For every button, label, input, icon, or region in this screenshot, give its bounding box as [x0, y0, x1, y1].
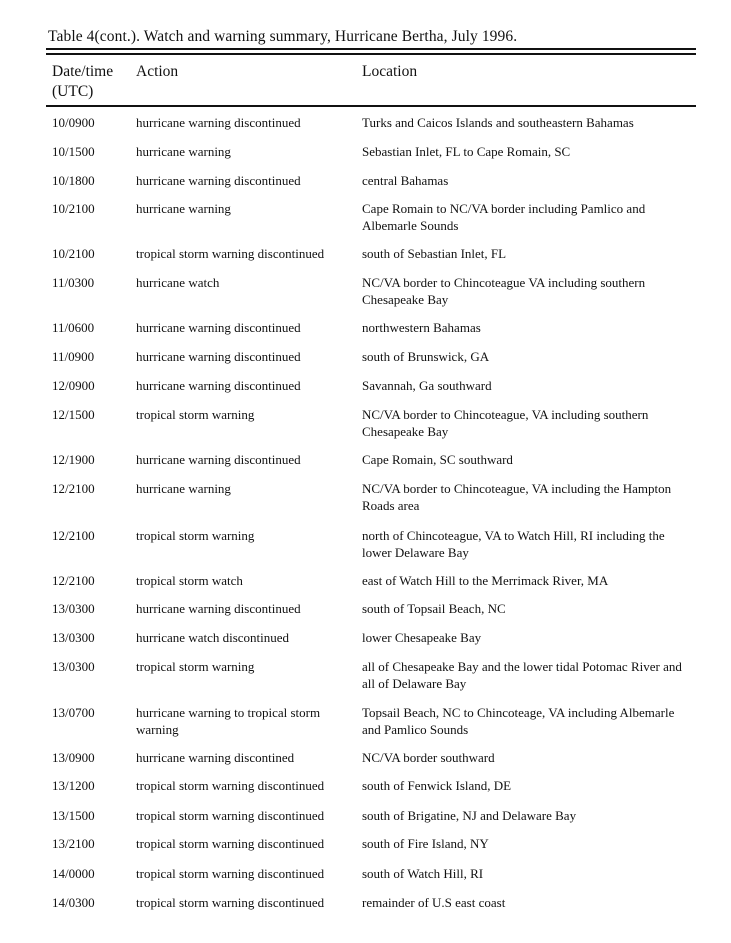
row-date: 13/0300 [52, 601, 95, 616]
row-location: Topsail Beach, NC to Chincoteage, VA including Albemarle and Pamlico Sounds [362, 705, 675, 737]
row-date: 10/2100 [52, 201, 95, 216]
row-action: hurricane warning discontined [136, 750, 295, 765]
row-action: tropical storm warning discontinued [136, 836, 325, 851]
row-action: tropical storm warning [136, 659, 255, 674]
row-date: 14/0000 [52, 866, 95, 881]
row-location: NC/VA border southward [362, 750, 495, 765]
row-location: south of Brunswick, GA [362, 349, 490, 364]
row-action: tropical storm warning discontinued [136, 808, 325, 823]
header-datetime: Date/time (UTC) [52, 63, 114, 100]
row-date: 14/0300 [52, 895, 95, 910]
row-date: 13/1200 [52, 778, 95, 793]
row-location: NC/VA border to Chincoteague, VA including the Hampton Roads area [362, 481, 672, 513]
row-location: central Bahamas [362, 173, 449, 188]
row-date: 12/0900 [52, 378, 95, 393]
row-action: hurricane warning [136, 481, 231, 496]
row-action: hurricane warning [136, 201, 231, 216]
row-location: northwestern Bahamas [362, 320, 481, 335]
row-date: 10/0900 [52, 115, 95, 130]
row-date: 12/2100 [52, 481, 95, 496]
row-action: tropical storm warning discontinued [136, 895, 325, 910]
row-location: lower Chesapeake Bay [362, 630, 482, 645]
header-location: Location [362, 63, 418, 80]
row-date: 12/2100 [52, 528, 95, 543]
row-date: 10/2100 [52, 246, 95, 261]
row-action: tropical storm watch [136, 573, 243, 588]
row-location: Savannah, Ga southward [362, 378, 492, 393]
header-action: Action [136, 63, 179, 80]
row-location: Turks and Caicos Islands and southeastern Bahamas [362, 115, 634, 130]
row-location: Sebastian Inlet, FL to Cape Romain, SC [362, 144, 571, 159]
row-date: 11/0900 [52, 349, 95, 364]
row-action: hurricane warning to tropical storm warning [136, 705, 321, 737]
row-action: hurricane watch [136, 275, 220, 290]
row-action: tropical storm warning discontinued [136, 246, 325, 261]
row-location: south of Fire Island, NY [362, 836, 489, 851]
header-rule [46, 105, 696, 107]
row-action: hurricane warning discontinued [136, 173, 301, 188]
top-rule-second [46, 53, 696, 55]
row-location: NC/VA border to Chincoteague VA including southern Chesapeake Bay [362, 275, 646, 307]
row-date: 13/0900 [52, 750, 95, 765]
row-location: south of Watch Hill, RI [362, 866, 484, 881]
row-location: south of Sebastian Inlet, FL [362, 246, 507, 261]
row-action: hurricane warning discontinued [136, 320, 301, 335]
row-action: hurricane warning discontinued [136, 601, 301, 616]
row-location: Cape Romain to NC/VA border including Pamlico and Albemarle Sounds [362, 201, 646, 233]
row-action: hurricane warning discontinued [136, 378, 301, 393]
row-location: north of Chincoteague, VA to Watch Hill, RI including the lower Delaware Bay [362, 528, 665, 560]
row-date: 13/1500 [52, 808, 95, 823]
top-rule [46, 48, 696, 50]
row-location: all of Chesapeake Bay and the lower tidal Potomac River and all of Delaware Bay [362, 659, 682, 691]
row-action: hurricane warning [136, 144, 231, 159]
table-caption: Table 4(cont.). Watch and warning summary, Hurricane Bertha, July 1996. [48, 28, 518, 45]
row-action: tropical storm warning discontinued [136, 778, 325, 793]
row-date: 13/0300 [52, 659, 95, 674]
row-action: tropical storm warning [136, 407, 255, 422]
row-location: south of Topsail Beach, NC [362, 601, 506, 616]
row-date: 13/0700 [52, 705, 95, 720]
row-date: 13/2100 [52, 836, 95, 851]
row-action: hurricane warning discontinued [136, 452, 301, 467]
row-date: 11/0300 [52, 275, 95, 290]
row-action: hurricane warning discontinued [136, 115, 301, 130]
row-location: east of Watch Hill to the Merrimack River, MA [362, 573, 609, 588]
row-action: tropical storm warning discontinued [136, 866, 325, 881]
row-date: 13/0300 [52, 630, 95, 645]
row-action: hurricane warning discontinued [136, 349, 301, 364]
row-location: Cape Romain, SC southward [362, 452, 513, 467]
row-action: tropical storm warning [136, 528, 255, 543]
row-date: 10/1500 [52, 144, 95, 159]
row-date: 10/1800 [52, 173, 95, 188]
row-action: hurricane watch discontinued [136, 630, 290, 645]
row-location: NC/VA border to Chincoteague, VA including southern Chesapeake Bay [362, 407, 649, 439]
row-location: south of Brigatine, NJ and Delaware Bay [362, 808, 577, 823]
row-location: remainder of U.S east coast [362, 895, 506, 910]
row-date: 12/2100 [52, 573, 95, 588]
row-location: south of Fenwick Island, DE [362, 778, 512, 793]
row-date: 12/1900 [52, 452, 95, 467]
row-date: 11/0600 [52, 320, 95, 335]
row-date: 12/1500 [52, 407, 95, 422]
